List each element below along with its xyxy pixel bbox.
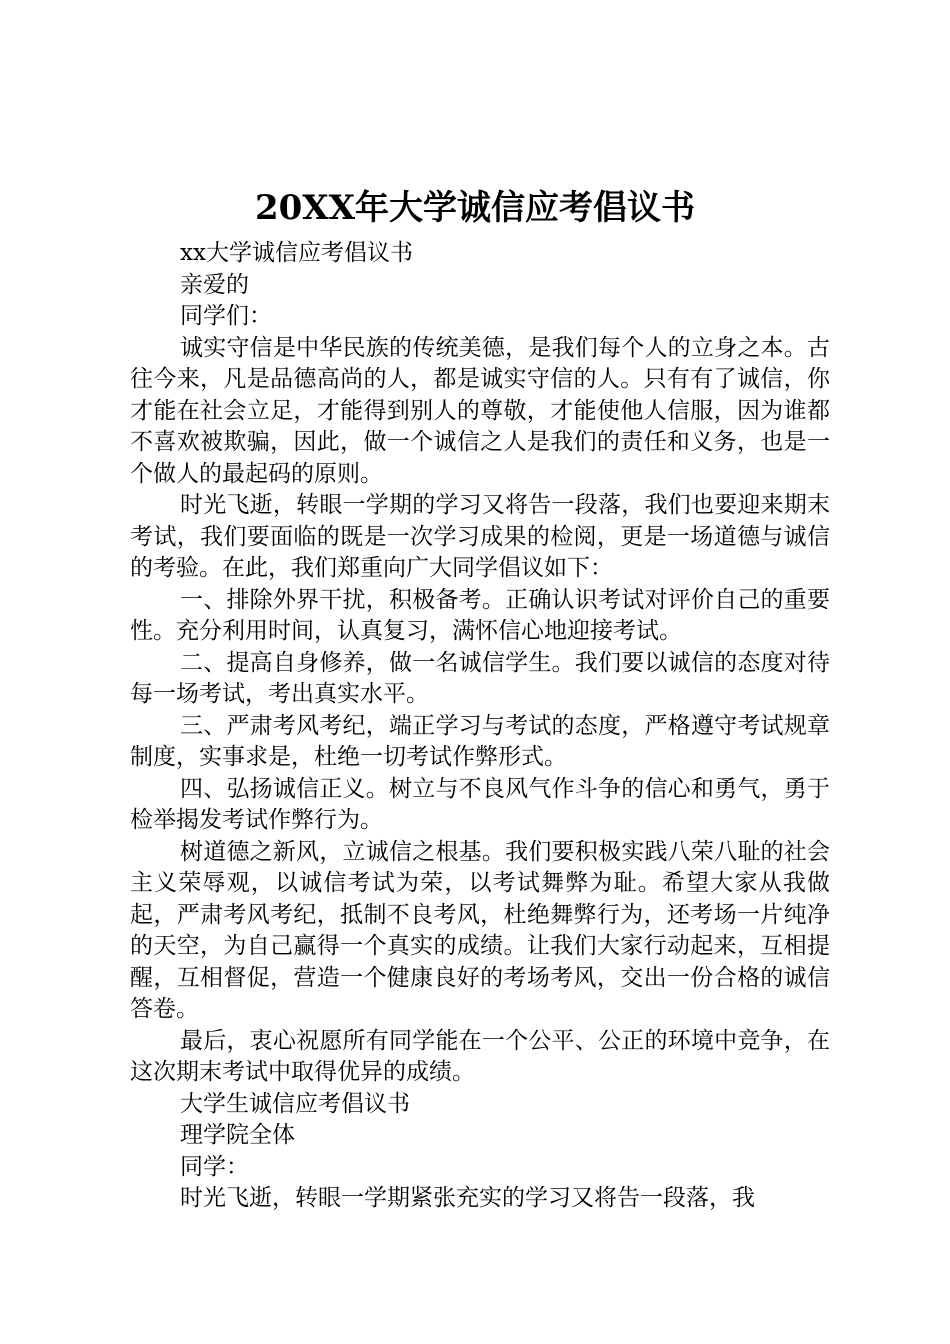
paragraph-second-intro: 时光飞逝，转眼一学期紧张充实的学习又将告一段落，我	[180, 1185, 755, 1211]
paragraph-intro: 诚实守信是中华民族的传统美德，是我们每个人的立身之本。古往今来，凡是品德高尚的人，都是诚实守信的人。只有有了诚信，你才能在社会立足，才能得到别人的尊敬，才能使他人信服，因为谁都不喜欢被欺骗，因此，做一个诚信之人是我们的责任和义务，也是一个做人的最起码的原则。	[130, 334, 830, 487]
paragraph-salutation: 亲爱的	[180, 271, 249, 298]
document-title: 20XX年大学诚信应考倡议书	[254, 188, 696, 228]
paragraph-second-salutation-2: 同学：	[180, 1153, 249, 1180]
paragraph-proposal-4: 四、弘扬诚信正义。树立与不良风气作斗争的信心和勇气，勇于检举揭发考试作弊行为。	[130, 775, 830, 833]
paragraph-closing: 最后，衷心祝愿所有同学能在一个公平、公正的环境中竞争，在这次期末考试中取得优异的成绩。	[130, 1027, 830, 1085]
paragraph-context: 时光飞逝，转眼一学期的学习又将告一段落，我们也要迎来期末考试，我们要面临的既是一次学习成果的检阅，更是一场道德与诚信的考验。在此，我们郑重向广大同学倡议如下：	[130, 492, 830, 581]
paragraph-salutation-2: 同学们：	[180, 303, 272, 329]
paragraph-heading: xx大学诚信应考倡议书	[180, 240, 413, 266]
paragraph-proposal-1: 一、排除外界干扰，积极备考。正确认识考试对评价自己的重要性。充分利用时间，认真复习，满怀信心地迎接考试。	[130, 586, 830, 644]
paragraph-second-heading: 大学生诚信应考倡议书	[180, 1090, 410, 1117]
paragraph-second-salutation: 理学院全体	[180, 1122, 295, 1148]
paragraph-proposal-3: 三、严肃考风考纪，端正学习与考试的态度，严格遵守考试规章制度，实事求是，杜绝一切考试作弊形式。	[130, 712, 830, 770]
document-body	[130, 238, 830, 1215]
paragraph-call-to-action: 树道德之新风，立诚信之根基。我们要积极实践八荣八耻的社会主义荣辱观，以诚信考试为荣，以考试舞弊为耻。希望大家从我做起，严肃考风考纪，抵制不良考风，杜绝舞弊行为，还考场一片纯净的天空，为自己赢得一个真实的成绩。让我们大家行动起来，互相提醒，互相督促，营造一个健康良好的考场考风，交出一份合格的诚信答卷。	[130, 838, 830, 1022]
paragraph-proposal-2: 二、提高自身修养，做一名诚信学生。我们要以诚信的态度对待每一场考试，考出真实水平。	[130, 649, 830, 707]
